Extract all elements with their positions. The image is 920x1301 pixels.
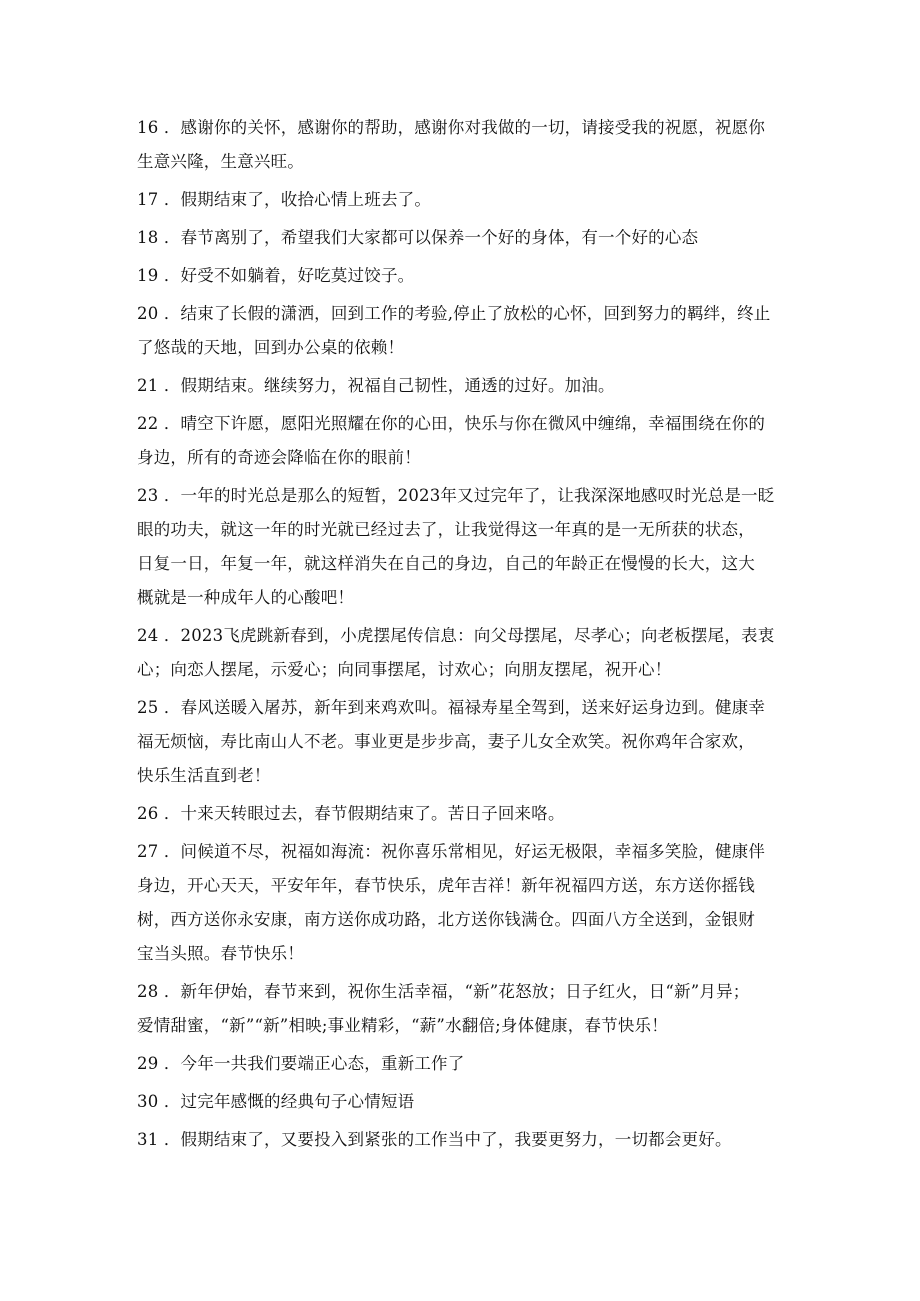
entry-line: 生意兴隆，生意兴旺。: [137, 152, 304, 171]
list-item: [137, 297, 789, 365]
entry-line: 21 ．假期结束。继续努力，祝福自己韧性，通透的过好。加油。: [137, 376, 615, 395]
entry-line: 树，西方送你永安康，南方送你成功路，北方送你钱满仓。四面八方全送到，金银财: [137, 910, 755, 929]
entry-line: 了悠哉的天地，回到办公桌的依赖！: [137, 338, 405, 357]
entry-line: 22 ．晴空下许愿，愿阳光照耀在你的心田，快乐与你在微风中缠绵，幸福围绕在你的: [137, 414, 766, 433]
entry-line: 快乐生活直到老！: [137, 766, 271, 785]
entry-line: 16 ．感谢你的关怀，感谢你的帮助，感谢你对我做的一切，请接受我的祝愿，祝愿你: [137, 118, 766, 137]
entry-line: 18 ．春节离别了，希望我们大家都可以保养一个好的身体，有一个好的心态: [137, 228, 699, 247]
entry-line: 28 ．新年伊始，春节来到，祝你生活幸福，“新”花怒放；日子红火，日“新”月异；: [137, 982, 750, 1001]
entry-line: 27 ．问候道不尽，祝福如海流：祝你喜乐常相见，好运无极限，幸福多笑脸，健康伴: [137, 842, 766, 861]
list-item: [137, 479, 789, 615]
entry-line: 23 ．一年的时光总是那么的短暂，2023年又过完年了，让我深深地感叹时光总是一眨: [137, 486, 775, 505]
entry-line: 爱情甜蜜，“新”“新”相映;事业精彩，“薪”水翻倍;身体健康，春节快乐！: [137, 1016, 668, 1035]
entry-line: 眼的功夫，就这一年的时光就已经过去了，让我觉得这一年真的是一无所获的状态，: [137, 520, 755, 539]
entry-line: 福无烦恼，寿比南山人不老。事业更是步步高，妻子儿女全欢笑。祝你鸡年合家欢，: [137, 732, 755, 751]
entry-line: 身边，所有的奇迹会降临在你的眼前！: [137, 448, 421, 467]
entry-line: 20 ．结束了长假的潇洒，回到工作的考验,停止了放松的心怀，回到努力的羁绊，终止: [137, 304, 771, 323]
list-item: [137, 111, 789, 179]
entry-line: 24 ．2023飞虎跳新春到，小虎摆尾传信息：向父母摆尾，尽孝心；向老板摆尾，表衷: [137, 626, 775, 645]
entry-line: 心；向恋人摆尾，示爱心；向同事摆尾，讨欢心；向朋友摆尾，祝开心！: [137, 660, 672, 679]
entry-list: [137, 111, 789, 1161]
list-item: [137, 221, 789, 255]
list-item: [137, 975, 789, 1043]
entry-line: 25 ．春风送暖入屠苏，新年到来鸡欢叫。福禄寿星全驾到，送来好运身边到。健康幸: [137, 698, 766, 717]
list-item: [137, 835, 789, 971]
entry-line: 17 ．假期结束了，收拾心情上班去了。: [137, 190, 432, 209]
entry-line: 日复一日，年复一年，就这样消失在自己的身边，自己的年龄正在慢慢的长大，这大: [137, 554, 755, 573]
entry-line: 26 ．十来天转眼过去，春节假期结束了。苦日子回来咯。: [137, 804, 565, 823]
list-item: [137, 259, 789, 293]
list-item: [137, 407, 789, 475]
list-item: [137, 691, 789, 793]
entry-line: 29 ．今年一共我们要端正心态，重新工作了: [137, 1054, 465, 1073]
entry-line: 宝当头照。春节快乐！: [137, 944, 304, 963]
list-item: [137, 1085, 789, 1119]
list-item: [137, 619, 789, 687]
entry-line: 30 ．过完年感慨的经典句子心情短语: [137, 1092, 415, 1111]
entry-line: 19 ．好受不如躺着，好吃莫过饺子。: [137, 266, 415, 285]
list-item: [137, 797, 789, 831]
entry-line: 身边，开心天天，平安年年，春节快乐，虎年吉祥！新年祝福四方送，东方送你摇钱: [137, 876, 755, 895]
entry-line: 31 ．假期结束了，又要投入到紧张的工作当中了，我要更努力，一切都会更好。: [137, 1130, 732, 1149]
list-item: [137, 1047, 789, 1081]
list-item: [137, 1123, 789, 1157]
entry-line: 概就是一种成年人的心酸吧！: [137, 588, 355, 607]
list-item: [137, 369, 789, 403]
list-item: [137, 183, 789, 217]
